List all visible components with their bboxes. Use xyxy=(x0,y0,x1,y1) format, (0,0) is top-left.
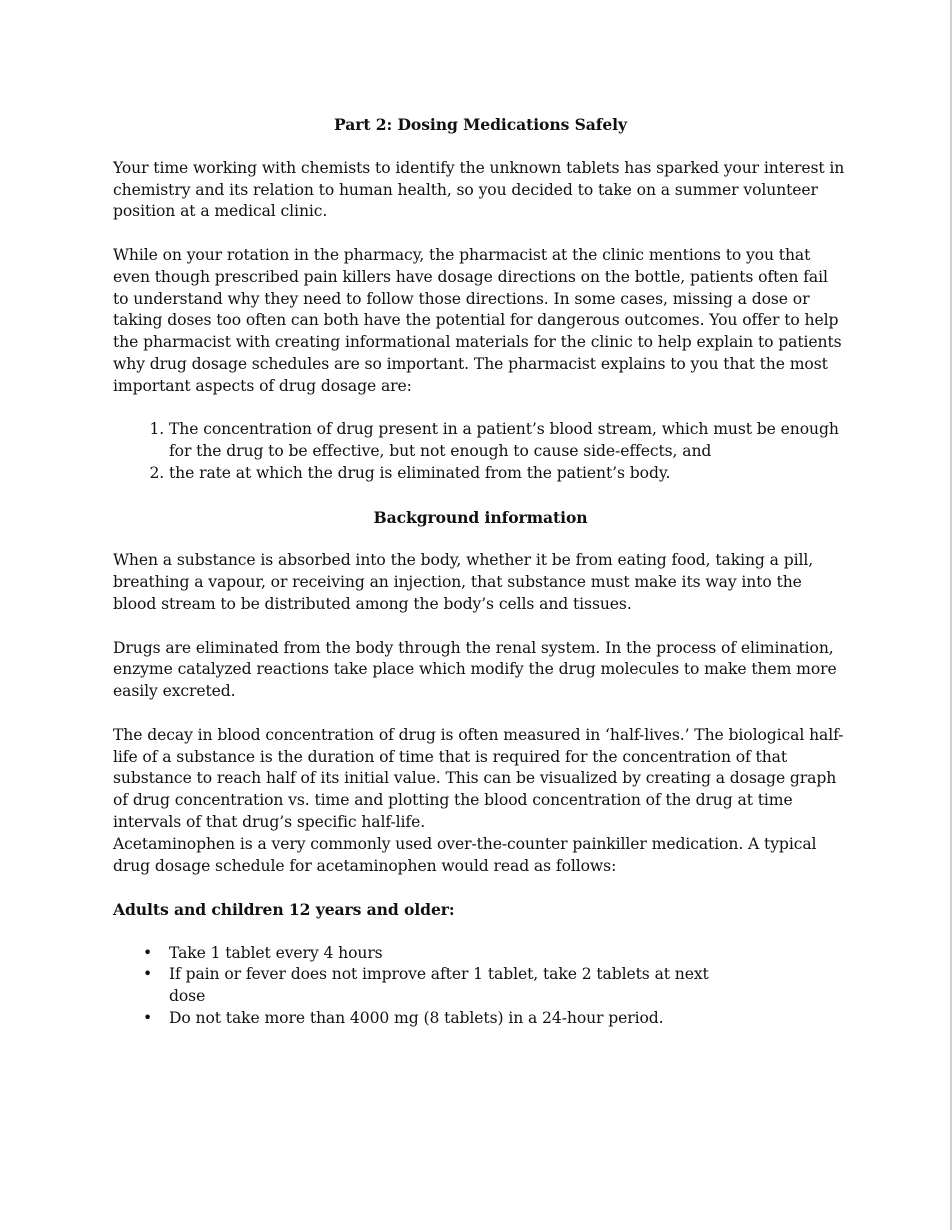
intro-paragraph-2: While on your rotation in the pharmacy, the pharmacist at the clinic mentions to you that even though prescribed pain killers have dosage directions on the bottle, patients often fail to understand why they need to follow those directions. In some cases, missing a dose or taking doses too often can both have the potential for dangerous outcomes. You offer to help the pharmacist with creating informational materials for the clinic to help explain to patients why drug dosage schedules are so important. The pharmacist explains to you that the most important aspects of drug dosage are: xyxy=(113,245,842,395)
background-heading: Background information xyxy=(373,507,588,527)
dosage-aspects-list xyxy=(113,419,848,484)
list-item xyxy=(143,1008,729,1030)
list-item: 2. the rate at which the drug is eliminated from the patient’s body. xyxy=(169,463,848,485)
background-paragraph-2: Drugs are eliminated from the body through the renal system. In the process of elimination, enzyme catalyzed reactions take place which modify the drug molecules to make them more easily excreted. xyxy=(113,638,837,701)
list-item: 1. The concentration of drug present in a patient’s blood stream, which must be enough for the drug to be effective, but not enough to cause side-effects, and xyxy=(169,419,848,463)
intro-paragraph-1: Your time working with chemists to identify the unknown tablets has sparked your interest in chemistry and its relation to human health, so you decided to take on a summer volunteer position at a medical clinic. xyxy=(113,158,845,221)
background-paragraph-3: The decay in blood concentration of drug is often measured in ‘half-lives.’ The biological half-life of a substance is the duration of time that is required for the concentration of that substance to reach half of its initial value. This can be visualized by creating a dosage graph of drug concentration vs. time and plotting the blood concentration of the drug at time intervals of that drug’s specific half-life. xyxy=(113,725,844,831)
list-item xyxy=(143,964,729,1008)
list-item-text: Take 1 tablet every 4 hours xyxy=(169,943,383,962)
dosage-heading: Adults and children 12 years and older: xyxy=(113,900,455,920)
list-item xyxy=(143,943,729,965)
document-body xyxy=(113,114,848,1030)
background-paragraph-4: Acetaminophen is a very commonly used over-the-counter painkiller medication. A typical drug dosage schedule for acetaminophen would read as follows: xyxy=(113,834,817,875)
dosage-list xyxy=(113,943,729,1030)
list-item-text: Do not take more than 4000 mg (8 tablets) in a 24-hour period. xyxy=(169,1009,664,1028)
background-paragraph-1: When a substance is absorbed into the body, whether it be from eating food, taking a pill, breathing a vapour, or receiving an injection, that substance must make its way into the blood stream to be distributed among the body’s cells and tissues. xyxy=(113,551,814,613)
bullet-icon: • xyxy=(143,943,153,962)
list-item-text: If pain or fever does not improve after 1 tablet, take 2 tablets at next dose xyxy=(169,965,709,1006)
bullet-icon: • xyxy=(143,965,153,984)
page-title: Part 2: Dosing Medications Safely xyxy=(334,115,627,134)
bullet-icon: • xyxy=(143,1009,153,1028)
